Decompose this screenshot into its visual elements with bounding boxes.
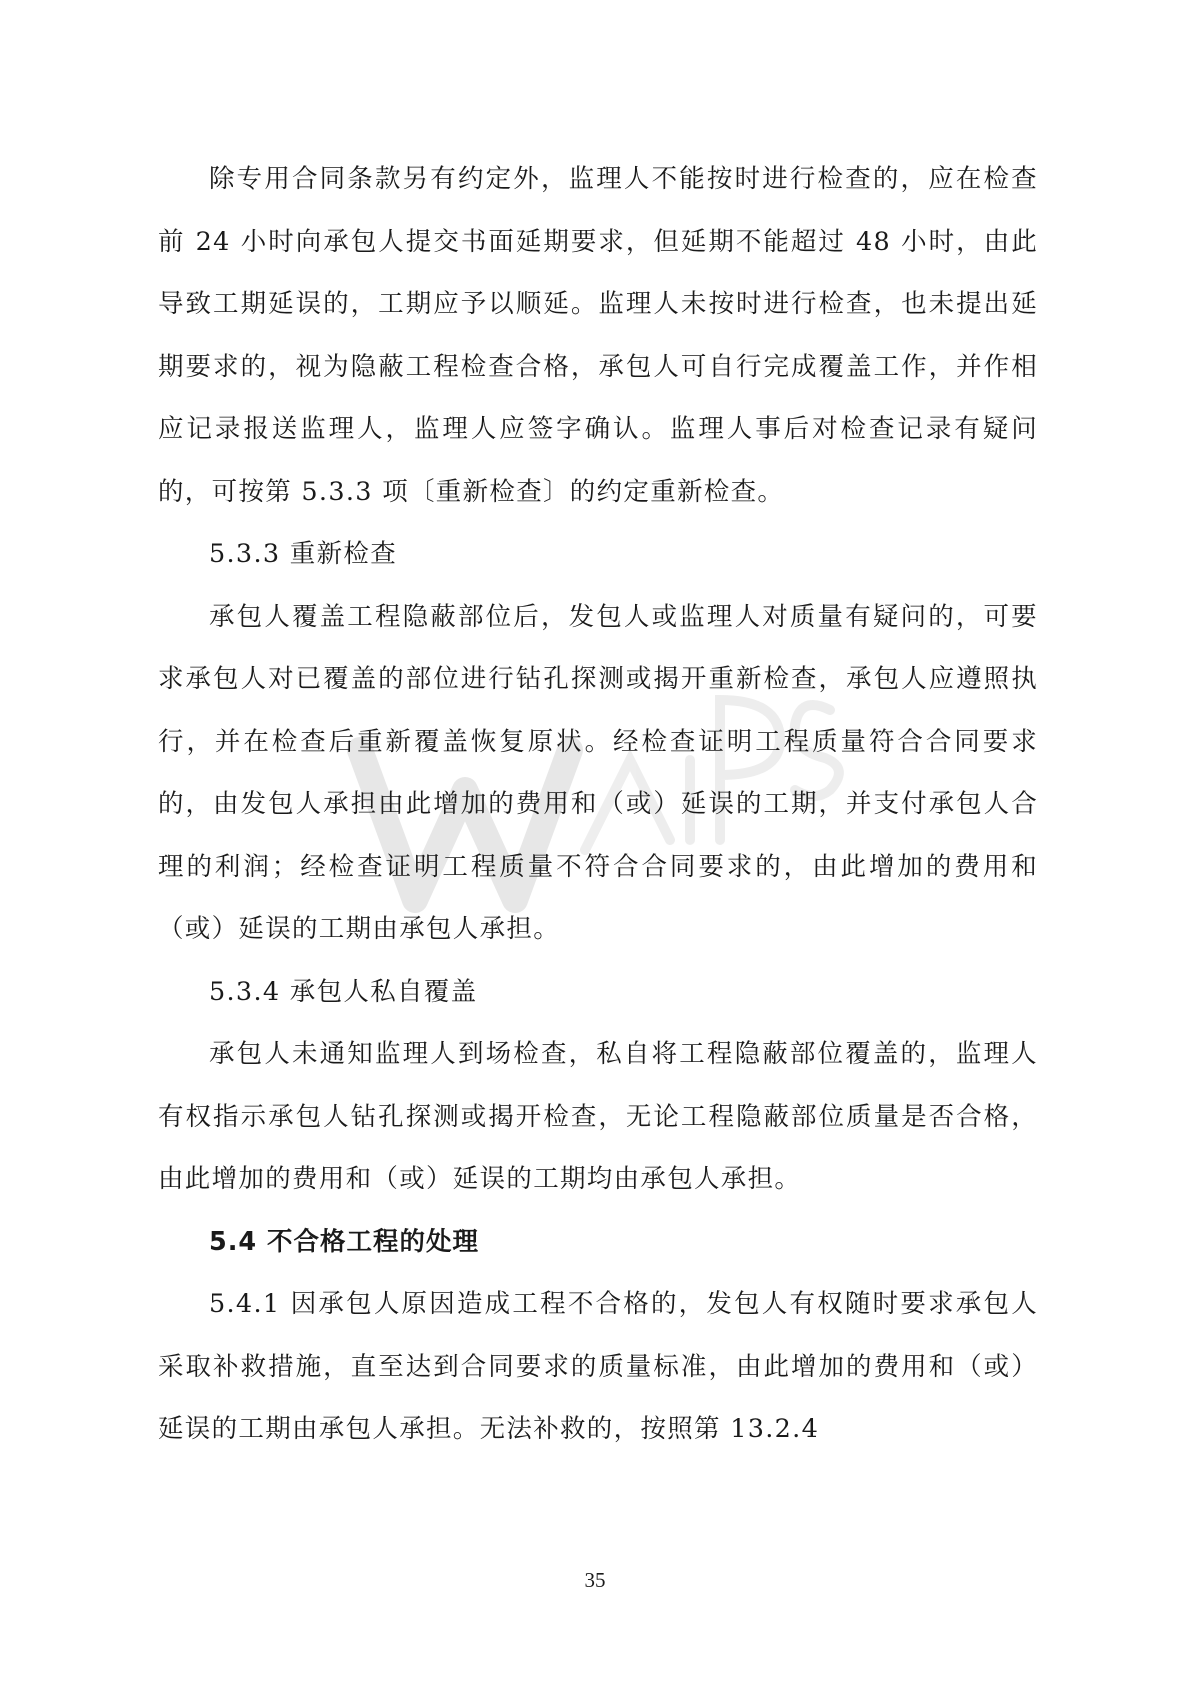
page-content xyxy=(158,148,1038,1461)
page-number: 35 xyxy=(584,1568,606,1592)
heading-5-4: 5.4 不合格工程的处理 xyxy=(209,1226,480,1257)
paragraph-private-covering: 承包人未通知监理人到场检查，私自将工程隐蔽部位覆盖的，监理人有权指示承包人钻孔探测或揭开检查，无论工程隐蔽部位质量是否合格，由此增加的费用和（或）延误的工期均由承包人承担。 xyxy=(158,1039,1038,1194)
heading-5-3-3: 5.3.3 重新检查 xyxy=(209,539,397,569)
paragraph-5-4-1: 5.4.1 因承包人原因造成工程不合格的，发包人有权随时要求承包人采取补救措施，直至达到合同要求的质量标准，由此增加的费用和（或）延误的工期由承包人承担。无法补救的，按照第 13.2.4 xyxy=(158,1289,1038,1444)
paragraph-inspection-delay: 除专用合同条款另有约定外，监理人不能按时进行检查的，应在检查前 24 小时向承包人提交书面延期要求，但延期不能超过 48 小时，由此导致工期延误的，工期应予以顺延。监理人未按时进行检查，也未提出延期要求的，视为隐蔽工程检查合格，承包人可自行完成覆盖工作，并作相应记录报送监理人，监理人应签字确认。监理人事后对检查记录有疑问的，可按第 5.3.3 项〔重新检查〕的约定重新检查。 xyxy=(158,164,1038,507)
heading-5-3-4: 5.3.4 承包人私自覆盖 xyxy=(209,976,478,1007)
paragraph-reinspection: 承包人覆盖工程隐蔽部位后，发包人或监理人对质量有疑问的，可要求承包人对已覆盖的部位进行钻孔探测或揭开重新检查，承包人应遵照执行，并在检查后重新覆盖恢复原状。经检查证明工程质量符合合同要求的，由发包人承担由此增加的费用和（或）延误的工期，并支付承包人合理的利润；经检查证明工程质量不符合合同要求的，由此增加的费用和（或）延误的工期由承包人承担。 xyxy=(158,601,1038,944)
